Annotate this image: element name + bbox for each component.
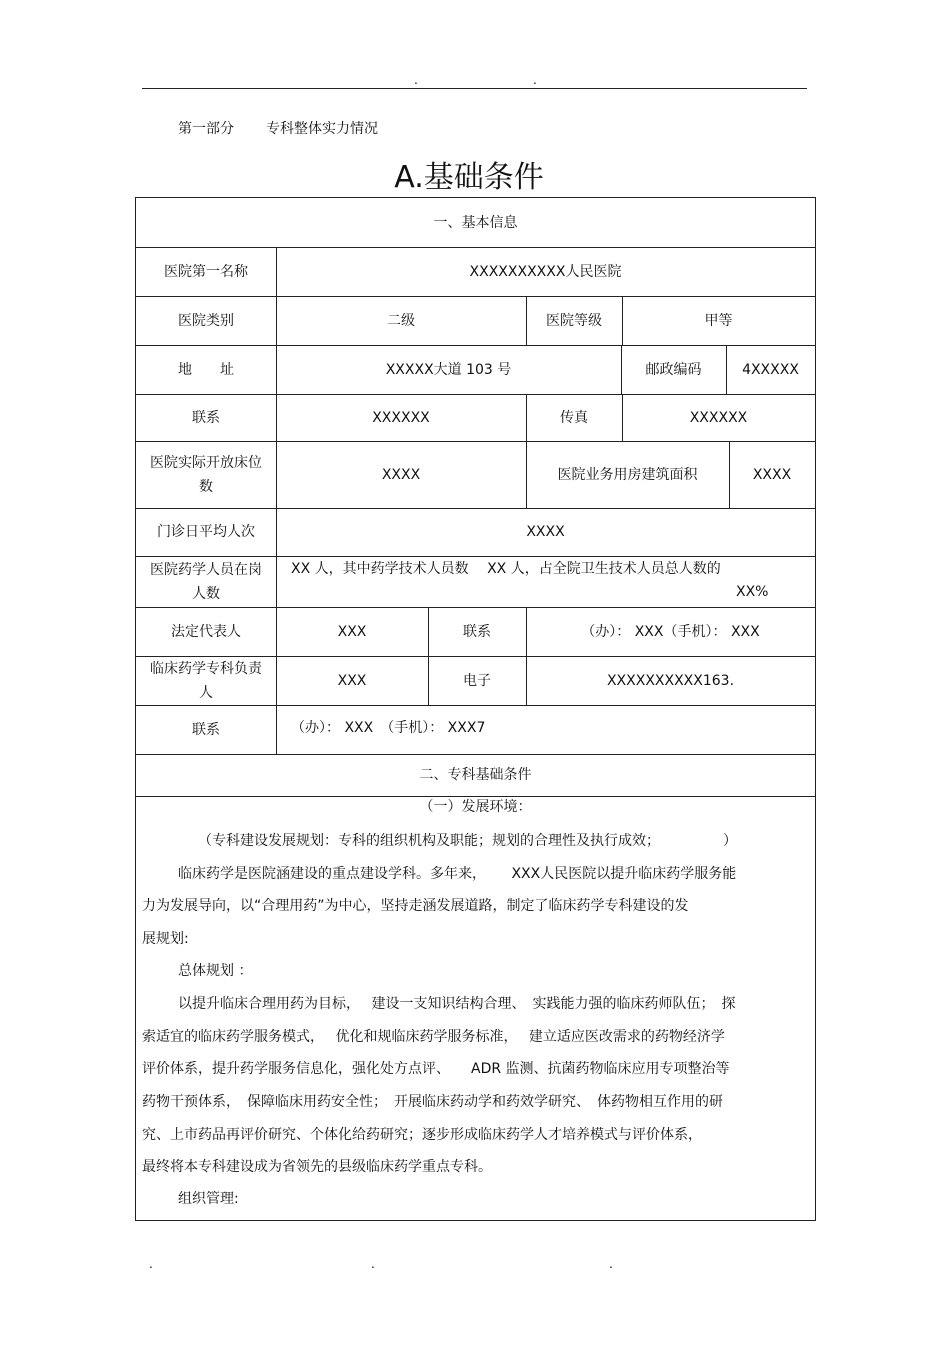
paragraph-line: 评价体系，提升药学服务信息化，强化处方点评、 ADR 监测、抗菌药物临床应用专项整治等 xyxy=(142,1061,730,1077)
paragraph-line: 究、上市药品再评价研究、个体化给药研究；逐步形成临床药学人才培养模式与评价体系， xyxy=(142,1127,702,1143)
page-title: A.基础条件 xyxy=(394,160,544,195)
legal-contact-value: （办）： XXX（手机）： XXX xyxy=(581,623,760,640)
address-label: 地 址 xyxy=(178,361,234,378)
paragraph-line: 临床药学是医院涵建设的重点建设学科。多年来， XXX人民医院以提升临床药学服务能 xyxy=(178,866,737,882)
form-table xyxy=(135,197,816,1221)
outpatient-value: XXXX xyxy=(526,524,565,540)
category-value: 二级 xyxy=(387,312,415,329)
head-contact-value: （办）： XXX （手机）： XXX7 xyxy=(291,720,486,736)
paragraph-line: 药物干预体系， 保障临床用药安全性； 开展临床药动学和药效学研究、 体药物相互作用的研 xyxy=(142,1094,723,1110)
beds-label: 医院实际开放床位数 xyxy=(150,454,262,495)
paragraph-line: 展规划: xyxy=(142,931,189,947)
header-rule xyxy=(142,88,807,89)
area-value: XXXX xyxy=(752,466,792,483)
paragraph-line: 组织管理: xyxy=(178,1191,239,1207)
postcode-label: 邮政编码 xyxy=(645,361,702,378)
postcode-value: 4XXXXX xyxy=(742,361,799,378)
outpatient-label: 门诊日平均人次 xyxy=(157,524,255,540)
hospital-name-label: 医院第一名称 xyxy=(164,263,248,280)
header-dot: . xyxy=(533,73,537,87)
legal-contact-label: 联系 xyxy=(463,623,491,640)
contact-label: 联系 xyxy=(192,409,220,426)
paragraph-line: 索适宜的临床药学服务模式， 优化和规临床药学服务标准， 建立适应医改需求的药物经济学 xyxy=(142,1029,725,1045)
section-title: 二、专科基础条件 xyxy=(419,767,532,783)
grade-value: 甲等 xyxy=(704,312,733,329)
head-value: XXX xyxy=(337,672,367,689)
paragraph-line: 力为发展导向，以“合理用药”为中心，坚持走涵发展道路，制定了临床药学专科建设的发 xyxy=(142,898,689,914)
category-label: 医院类别 xyxy=(178,312,234,329)
address-value: XXXXX大道 103 号 xyxy=(385,361,512,378)
contact-value: XXXXXX xyxy=(372,409,430,426)
email-label: 电子 xyxy=(463,672,491,689)
legal-rep-value: XXX xyxy=(337,623,367,640)
footer-dot: . xyxy=(371,1257,375,1271)
legal-rep-label: 法定代表人 xyxy=(171,623,241,640)
header-dot: . xyxy=(414,73,418,87)
paragraph-line: （专科建设发展规划：专科的组织机构及职能；规划的合理性及执行成效； ） xyxy=(198,833,737,849)
footer-dot: . xyxy=(149,1257,153,1271)
paragraph-line: 总体规划 ： xyxy=(178,963,253,979)
paragraph-line: 最终将本专科建设成为省领先的县级临床药学重点专科。 xyxy=(142,1159,492,1175)
area-label: 医院业务用房建筑面积 xyxy=(557,466,698,483)
grade-label: 医院等级 xyxy=(546,312,602,329)
paragraph-line: 以提升临床合理用药为目标， 建设一支知识结构合理、 实践能力强的临床药师队伍； 探 xyxy=(178,996,736,1012)
subsection-title: （一）发展环境： xyxy=(419,799,532,815)
pharmacy-staff-value: XX 人，其中药学技术人员数 XX 人，占全院卫生技术人员总人数的 xyxy=(291,561,721,577)
pharmacy-staff-percent: XX% xyxy=(736,584,769,600)
fax-label: 传真 xyxy=(560,409,588,426)
email-value: XXXXXXXXXX163. xyxy=(606,672,735,689)
part-heading xyxy=(178,118,378,138)
pharmacy-staff-label: 医院药学人员在岗人数 xyxy=(150,561,262,602)
head-contact-label: 联系 xyxy=(192,721,220,738)
head-label: 临床药学专科负责人 xyxy=(150,660,262,701)
section-title: 一、基本信息 xyxy=(433,214,518,231)
part-title: 专科整体实力情况 xyxy=(266,121,378,137)
hospital-name-value: XXXXXXXXXX人民医院 xyxy=(469,263,622,280)
beds-value: XXXX xyxy=(381,466,421,483)
footer-dot: . xyxy=(609,1257,613,1271)
part-label: 第一部分 xyxy=(178,121,234,137)
fax-value: XXXXXX xyxy=(689,409,748,426)
